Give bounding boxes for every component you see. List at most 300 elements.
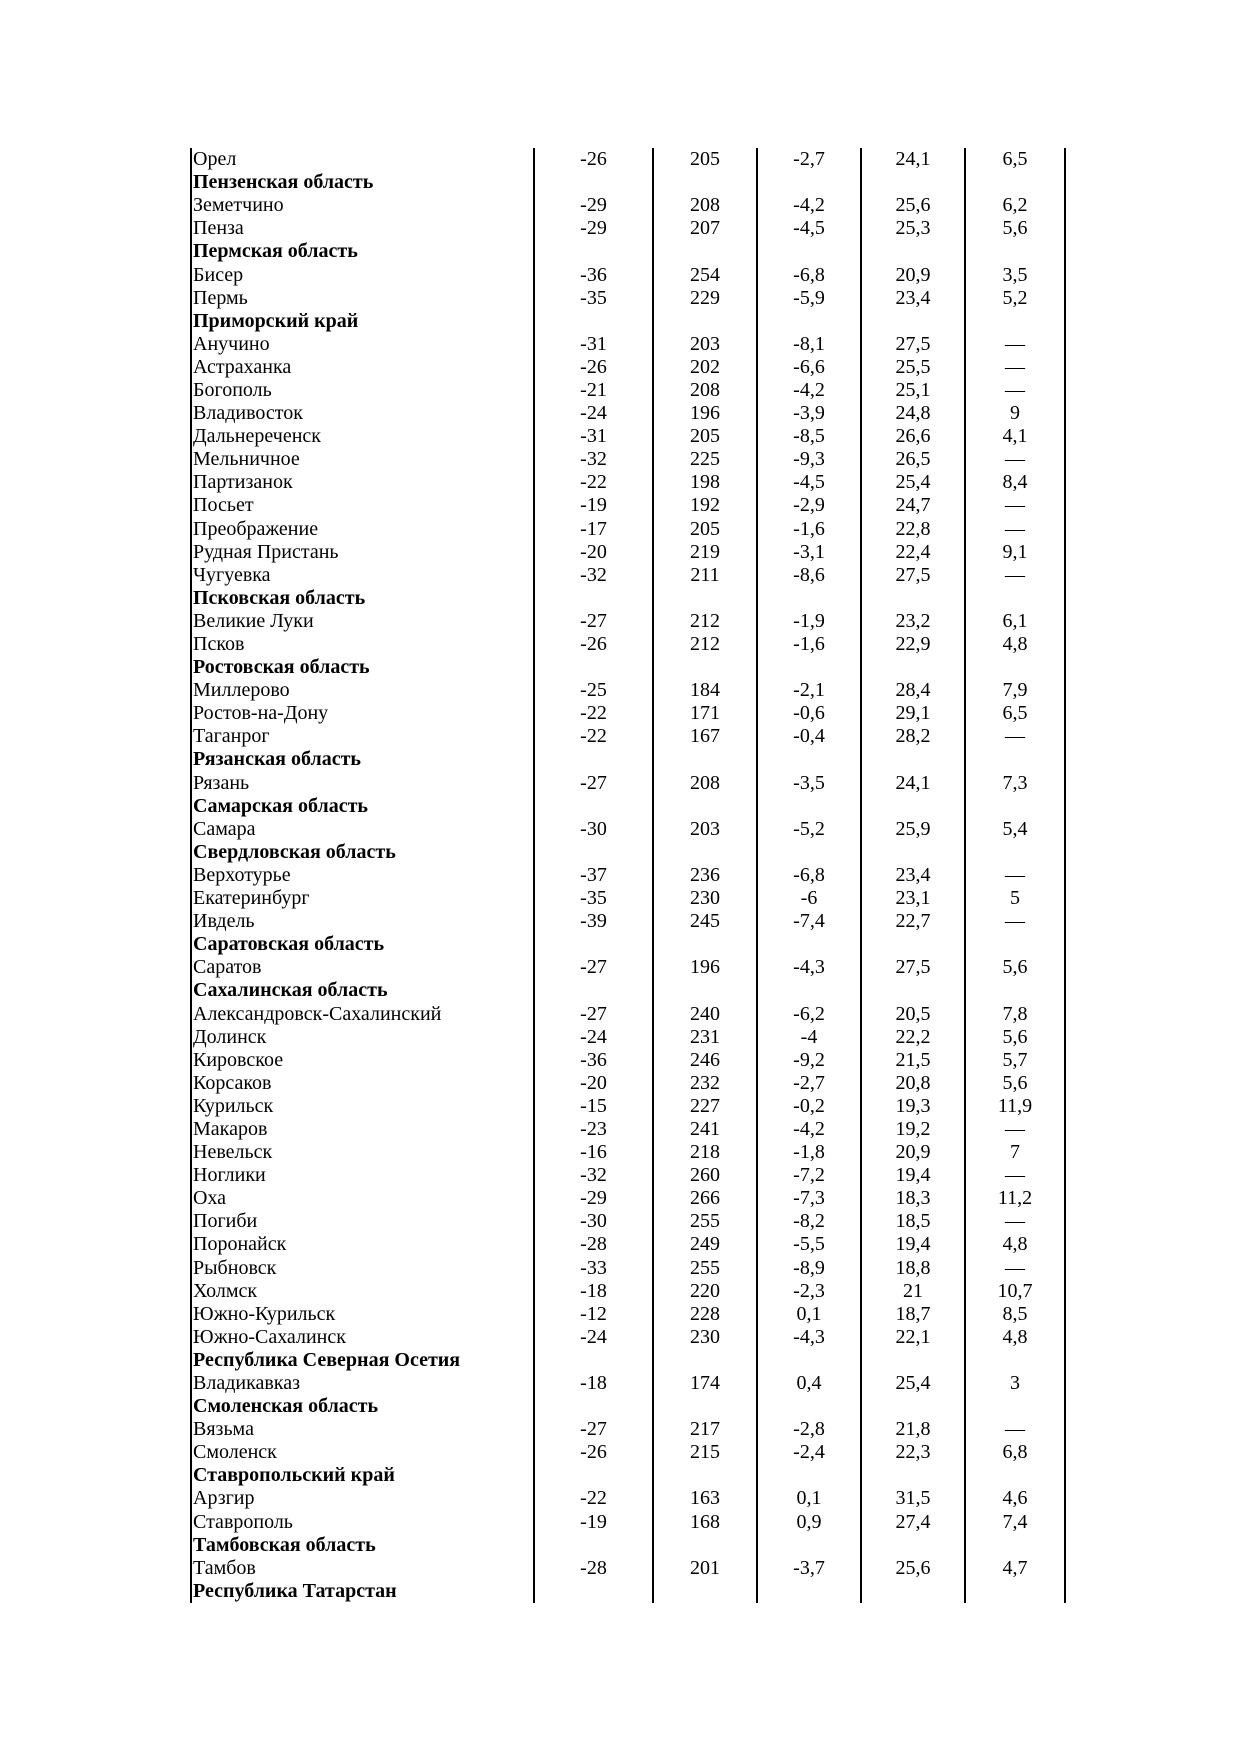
value-cell-3: -8,2 xyxy=(757,1210,861,1233)
value-cell-3 xyxy=(757,240,861,263)
value-cell-3: -6,2 xyxy=(757,1002,861,1025)
value-cell-2: 236 xyxy=(653,864,757,887)
station-name: Псков xyxy=(191,633,534,656)
value-cell-5 xyxy=(965,1464,1065,1487)
table-row xyxy=(191,448,1065,471)
value-cell-4: 21,5 xyxy=(861,1049,965,1072)
value-cell-4: 25,1 xyxy=(861,379,965,402)
value-cell-1: -32 xyxy=(534,564,653,587)
value-cell-1: -27 xyxy=(534,610,653,633)
value-cell-5: — xyxy=(965,333,1065,356)
value-cell-5: 5,7 xyxy=(965,1049,1065,1072)
value-cell-4 xyxy=(861,1580,965,1603)
value-cell-1 xyxy=(534,587,653,610)
value-cell-4: 22,1 xyxy=(861,1326,965,1349)
value-cell-1: -22 xyxy=(534,471,653,494)
table-row xyxy=(191,1372,1065,1395)
value-cell-2: 203 xyxy=(653,333,757,356)
value-cell-3: 0,4 xyxy=(757,1372,861,1395)
table-row xyxy=(191,148,1065,171)
table-row xyxy=(191,772,1065,795)
value-cell-3: -0,4 xyxy=(757,725,861,748)
value-cell-5 xyxy=(965,748,1065,771)
value-cell-4: 24,8 xyxy=(861,402,965,425)
value-cell-2: 212 xyxy=(653,633,757,656)
value-cell-4: 24,7 xyxy=(861,494,965,517)
value-cell-2: 218 xyxy=(653,1141,757,1164)
value-cell-2: 202 xyxy=(653,356,757,379)
value-cell-4: 18,8 xyxy=(861,1257,965,1280)
region-name: Сахалинская область xyxy=(191,979,534,1002)
station-name: Корсаков xyxy=(191,1072,534,1095)
value-cell-2: 255 xyxy=(653,1257,757,1280)
station-name: Рудная Пристань xyxy=(191,541,534,564)
station-name: Великие Луки xyxy=(191,610,534,633)
value-cell-1: -30 xyxy=(534,1210,653,1233)
value-cell-1: -22 xyxy=(534,725,653,748)
climate-table-body xyxy=(191,148,1065,1603)
value-cell-1: -33 xyxy=(534,1257,653,1280)
table-row xyxy=(191,1280,1065,1303)
value-cell-2 xyxy=(653,979,757,1002)
value-cell-2 xyxy=(653,587,757,610)
value-cell-1 xyxy=(534,979,653,1002)
value-cell-2: 168 xyxy=(653,1511,757,1534)
region-header-row xyxy=(191,240,1065,263)
value-cell-1 xyxy=(534,656,653,679)
region-name: Республика Северная Осетия xyxy=(191,1349,534,1372)
value-cell-2: 208 xyxy=(653,379,757,402)
value-cell-2 xyxy=(653,1464,757,1487)
table-row xyxy=(191,910,1065,933)
station-name: Рыбновск xyxy=(191,1257,534,1280)
value-cell-2 xyxy=(653,171,757,194)
table-row xyxy=(191,1141,1065,1164)
region-header-row xyxy=(191,748,1065,771)
value-cell-3 xyxy=(757,656,861,679)
value-cell-4 xyxy=(861,171,965,194)
value-cell-2: 174 xyxy=(653,1372,757,1395)
value-cell-3: -2,7 xyxy=(757,1072,861,1095)
value-cell-1 xyxy=(534,171,653,194)
value-cell-3: -7,2 xyxy=(757,1164,861,1187)
station-name: Анучино xyxy=(191,333,534,356)
value-cell-2 xyxy=(653,748,757,771)
table-row xyxy=(191,1511,1065,1534)
value-cell-2 xyxy=(653,1580,757,1603)
station-name: Посьет xyxy=(191,494,534,517)
value-cell-1: -19 xyxy=(534,494,653,517)
value-cell-4 xyxy=(861,587,965,610)
value-cell-4: 28,2 xyxy=(861,725,965,748)
value-cell-1: -29 xyxy=(534,217,653,240)
value-cell-5: — xyxy=(965,725,1065,748)
value-cell-3 xyxy=(757,979,861,1002)
station-name: Невельск xyxy=(191,1141,534,1164)
value-cell-1: -36 xyxy=(534,263,653,286)
station-name: Арзгир xyxy=(191,1487,534,1510)
value-cell-3: -6,8 xyxy=(757,864,861,887)
value-cell-2: 205 xyxy=(653,425,757,448)
table-row xyxy=(191,379,1065,402)
table-row xyxy=(191,864,1065,887)
table-row xyxy=(191,1049,1065,1072)
value-cell-3: -2,4 xyxy=(757,1441,861,1464)
table-row xyxy=(191,1233,1065,1256)
value-cell-1: -31 xyxy=(534,425,653,448)
region-name: Ростовская область xyxy=(191,656,534,679)
value-cell-4: 23,2 xyxy=(861,610,965,633)
value-cell-4: 22,3 xyxy=(861,1441,965,1464)
value-cell-5: — xyxy=(965,1164,1065,1187)
value-cell-2: 211 xyxy=(653,564,757,587)
station-name: Рязань xyxy=(191,772,534,795)
value-cell-5: 7,3 xyxy=(965,772,1065,795)
value-cell-3: -7,4 xyxy=(757,910,861,933)
value-cell-4: 22,9 xyxy=(861,633,965,656)
value-cell-4: 22,4 xyxy=(861,541,965,564)
value-cell-1: -39 xyxy=(534,910,653,933)
value-cell-4 xyxy=(861,1349,965,1372)
station-name: Партизанок xyxy=(191,471,534,494)
table-row xyxy=(191,610,1065,633)
value-cell-4: 23,4 xyxy=(861,287,965,310)
region-name: Приморский край xyxy=(191,310,534,333)
value-cell-1: -29 xyxy=(534,1187,653,1210)
station-name: Долинск xyxy=(191,1026,534,1049)
value-cell-2: 196 xyxy=(653,402,757,425)
value-cell-2 xyxy=(653,1395,757,1418)
table-row xyxy=(191,818,1065,841)
station-name: Миллерово xyxy=(191,679,534,702)
value-cell-5: 4,8 xyxy=(965,633,1065,656)
value-cell-5: 8,4 xyxy=(965,471,1065,494)
value-cell-1 xyxy=(534,795,653,818)
value-cell-3: -8,9 xyxy=(757,1257,861,1280)
region-name: Псковская область xyxy=(191,587,534,610)
value-cell-2: 217 xyxy=(653,1418,757,1441)
value-cell-1: -32 xyxy=(534,448,653,471)
value-cell-3: -3,9 xyxy=(757,402,861,425)
value-cell-5 xyxy=(965,171,1065,194)
value-cell-5: — xyxy=(965,494,1065,517)
value-cell-4: 25,3 xyxy=(861,217,965,240)
value-cell-4: 23,1 xyxy=(861,887,965,910)
station-name: Владикавказ xyxy=(191,1372,534,1395)
value-cell-1: -26 xyxy=(534,633,653,656)
value-cell-2: 232 xyxy=(653,1072,757,1095)
value-cell-5: 6,5 xyxy=(965,702,1065,725)
region-header-row xyxy=(191,841,1065,864)
climate-table-page xyxy=(190,148,1064,1603)
region-header-row xyxy=(191,1464,1065,1487)
station-name: Верхотурье xyxy=(191,864,534,887)
region-header-row xyxy=(191,1534,1065,1557)
station-name: Преображение xyxy=(191,518,534,541)
value-cell-3: 0,1 xyxy=(757,1487,861,1510)
station-name: Дальнереченск xyxy=(191,425,534,448)
value-cell-3: -3,5 xyxy=(757,772,861,795)
value-cell-5: 4,8 xyxy=(965,1233,1065,1256)
value-cell-2: 205 xyxy=(653,518,757,541)
value-cell-3: -4,3 xyxy=(757,956,861,979)
table-row xyxy=(191,1487,1065,1510)
region-header-row xyxy=(191,979,1065,1002)
table-row xyxy=(191,1303,1065,1326)
station-name: Ставрополь xyxy=(191,1511,534,1534)
region-header-row xyxy=(191,1349,1065,1372)
value-cell-5: — xyxy=(965,910,1065,933)
value-cell-1: -27 xyxy=(534,1418,653,1441)
table-row xyxy=(191,1187,1065,1210)
value-cell-4 xyxy=(861,310,965,333)
value-cell-5: — xyxy=(965,356,1065,379)
value-cell-4: 18,3 xyxy=(861,1187,965,1210)
value-cell-2: 229 xyxy=(653,287,757,310)
value-cell-4: 27,4 xyxy=(861,1511,965,1534)
value-cell-3: -1,8 xyxy=(757,1141,861,1164)
value-cell-2: 207 xyxy=(653,217,757,240)
value-cell-4: 25,4 xyxy=(861,471,965,494)
value-cell-5: 7,8 xyxy=(965,1002,1065,1025)
station-name: Вязьма xyxy=(191,1418,534,1441)
station-name: Курильск xyxy=(191,1095,534,1118)
value-cell-2: 260 xyxy=(653,1164,757,1187)
station-name: Ноглики xyxy=(191,1164,534,1187)
value-cell-2: 254 xyxy=(653,263,757,286)
value-cell-1: -24 xyxy=(534,1326,653,1349)
value-cell-1: -27 xyxy=(534,956,653,979)
table-row xyxy=(191,1557,1065,1580)
value-cell-4 xyxy=(861,748,965,771)
value-cell-5 xyxy=(965,795,1065,818)
value-cell-4: 20,9 xyxy=(861,1141,965,1164)
region-header-row xyxy=(191,1580,1065,1603)
region-name: Республика Татарстан xyxy=(191,1580,534,1603)
value-cell-5: 6,8 xyxy=(965,1441,1065,1464)
station-name: Пермь xyxy=(191,287,534,310)
value-cell-2: 240 xyxy=(653,1002,757,1025)
value-cell-1 xyxy=(534,1349,653,1372)
table-row xyxy=(191,887,1065,910)
value-cell-5: — xyxy=(965,1118,1065,1141)
value-cell-2 xyxy=(653,795,757,818)
value-cell-1: -24 xyxy=(534,1026,653,1049)
station-name: Ивдель xyxy=(191,910,534,933)
value-cell-4: 20,5 xyxy=(861,1002,965,1025)
value-cell-3 xyxy=(757,933,861,956)
station-name: Кировское xyxy=(191,1049,534,1072)
value-cell-1: -26 xyxy=(534,356,653,379)
value-cell-2: 249 xyxy=(653,1233,757,1256)
value-cell-3: -4,5 xyxy=(757,217,861,240)
value-cell-5 xyxy=(965,587,1065,610)
value-cell-5: 3,5 xyxy=(965,263,1065,286)
region-name: Пензенская область xyxy=(191,171,534,194)
value-cell-4: 29,1 xyxy=(861,702,965,725)
value-cell-5 xyxy=(965,240,1065,263)
value-cell-1 xyxy=(534,1580,653,1603)
table-row xyxy=(191,1072,1065,1095)
value-cell-5 xyxy=(965,1395,1065,1418)
value-cell-1: -29 xyxy=(534,194,653,217)
table-row xyxy=(191,1118,1065,1141)
value-cell-2: 196 xyxy=(653,956,757,979)
value-cell-2: 230 xyxy=(653,1326,757,1349)
table-row xyxy=(191,518,1065,541)
value-cell-5: 4,6 xyxy=(965,1487,1065,1510)
value-cell-5: — xyxy=(965,564,1065,587)
value-cell-2: 241 xyxy=(653,1118,757,1141)
table-row xyxy=(191,956,1065,979)
station-name: Самара xyxy=(191,818,534,841)
value-cell-5 xyxy=(965,933,1065,956)
value-cell-1 xyxy=(534,240,653,263)
value-cell-3: -8,6 xyxy=(757,564,861,587)
value-cell-5: 11,2 xyxy=(965,1187,1065,1210)
value-cell-5 xyxy=(965,1349,1065,1372)
value-cell-1: -17 xyxy=(534,518,653,541)
value-cell-1: -20 xyxy=(534,541,653,564)
station-name: Таганрог xyxy=(191,725,534,748)
region-name: Саратовская область xyxy=(191,933,534,956)
value-cell-3: -1,6 xyxy=(757,633,861,656)
value-cell-4: 24,1 xyxy=(861,148,965,171)
value-cell-5: 7,9 xyxy=(965,679,1065,702)
value-cell-4: 25,6 xyxy=(861,1557,965,1580)
value-cell-1 xyxy=(534,310,653,333)
value-cell-2 xyxy=(653,1349,757,1372)
region-header-row xyxy=(191,1395,1065,1418)
region-header-row xyxy=(191,587,1065,610)
value-cell-1: -28 xyxy=(534,1557,653,1580)
value-cell-3: 0,9 xyxy=(757,1511,861,1534)
table-row xyxy=(191,1326,1065,1349)
value-cell-5: 8,5 xyxy=(965,1303,1065,1326)
value-cell-4: 26,6 xyxy=(861,425,965,448)
value-cell-1 xyxy=(534,933,653,956)
station-name: Владивосток xyxy=(191,402,534,425)
value-cell-3: -9,3 xyxy=(757,448,861,471)
value-cell-5 xyxy=(965,656,1065,679)
value-cell-2: 198 xyxy=(653,471,757,494)
value-cell-3: 0,1 xyxy=(757,1303,861,1326)
value-cell-3: -8,1 xyxy=(757,333,861,356)
value-cell-4: 27,5 xyxy=(861,956,965,979)
region-header-row xyxy=(191,171,1065,194)
value-cell-4 xyxy=(861,933,965,956)
value-cell-2: 215 xyxy=(653,1441,757,1464)
value-cell-3 xyxy=(757,1580,861,1603)
value-cell-2 xyxy=(653,656,757,679)
table-row xyxy=(191,1026,1065,1049)
value-cell-3 xyxy=(757,310,861,333)
value-cell-1: -37 xyxy=(534,864,653,887)
value-cell-4: 18,7 xyxy=(861,1303,965,1326)
value-cell-4: 25,9 xyxy=(861,818,965,841)
value-cell-4: 24,1 xyxy=(861,772,965,795)
value-cell-2: 255 xyxy=(653,1210,757,1233)
value-cell-3: -6 xyxy=(757,887,861,910)
value-cell-1: -22 xyxy=(534,702,653,725)
value-cell-2: 192 xyxy=(653,494,757,517)
value-cell-3: -2,7 xyxy=(757,148,861,171)
value-cell-4: 25,5 xyxy=(861,356,965,379)
region-name: Смоленская область xyxy=(191,1395,534,1418)
station-name: Саратов xyxy=(191,956,534,979)
value-cell-3 xyxy=(757,587,861,610)
value-cell-2: 225 xyxy=(653,448,757,471)
value-cell-5: — xyxy=(965,518,1065,541)
value-cell-2: 208 xyxy=(653,194,757,217)
table-row xyxy=(191,1257,1065,1280)
table-row xyxy=(191,194,1065,217)
value-cell-1: -35 xyxy=(534,287,653,310)
value-cell-5: 5,2 xyxy=(965,287,1065,310)
region-name: Рязанская область xyxy=(191,748,534,771)
value-cell-2: 231 xyxy=(653,1026,757,1049)
value-cell-5 xyxy=(965,979,1065,1002)
table-row xyxy=(191,633,1065,656)
value-cell-5: 4,1 xyxy=(965,425,1065,448)
region-name: Пермская область xyxy=(191,240,534,263)
table-row xyxy=(191,333,1065,356)
table-row xyxy=(191,1095,1065,1118)
value-cell-3: -4,2 xyxy=(757,1118,861,1141)
station-name: Пенза xyxy=(191,217,534,240)
region-name: Тамбовская область xyxy=(191,1534,534,1557)
region-header-row xyxy=(191,656,1065,679)
value-cell-4: 19,4 xyxy=(861,1164,965,1187)
station-name: Холмск xyxy=(191,1280,534,1303)
value-cell-1: -27 xyxy=(534,1002,653,1025)
value-cell-2 xyxy=(653,1534,757,1557)
value-cell-3: -4,2 xyxy=(757,379,861,402)
value-cell-5: 6,2 xyxy=(965,194,1065,217)
value-cell-1 xyxy=(534,1464,653,1487)
value-cell-1: -31 xyxy=(534,333,653,356)
region-header-row xyxy=(191,933,1065,956)
value-cell-1: -32 xyxy=(534,1164,653,1187)
value-cell-5 xyxy=(965,1534,1065,1557)
value-cell-1: -30 xyxy=(534,818,653,841)
value-cell-3: -1,9 xyxy=(757,610,861,633)
value-cell-4: 27,5 xyxy=(861,333,965,356)
value-cell-5 xyxy=(965,841,1065,864)
value-cell-3: -7,3 xyxy=(757,1187,861,1210)
table-row xyxy=(191,287,1065,310)
station-name: Погиби xyxy=(191,1210,534,1233)
value-cell-3 xyxy=(757,748,861,771)
value-cell-1: -19 xyxy=(534,1511,653,1534)
value-cell-5: — xyxy=(965,1210,1065,1233)
value-cell-4 xyxy=(861,240,965,263)
value-cell-2 xyxy=(653,310,757,333)
station-name: Южно-Сахалинск xyxy=(191,1326,534,1349)
value-cell-3 xyxy=(757,1464,861,1487)
value-cell-3 xyxy=(757,1349,861,1372)
table-row xyxy=(191,679,1065,702)
station-name: Богополь xyxy=(191,379,534,402)
value-cell-2: 219 xyxy=(653,541,757,564)
table-row xyxy=(191,1441,1065,1464)
value-cell-4: 20,9 xyxy=(861,263,965,286)
value-cell-4 xyxy=(861,1395,965,1418)
region-header-row xyxy=(191,310,1065,333)
value-cell-5: 5,6 xyxy=(965,1026,1065,1049)
value-cell-1: -22 xyxy=(534,1487,653,1510)
value-cell-2: 245 xyxy=(653,910,757,933)
